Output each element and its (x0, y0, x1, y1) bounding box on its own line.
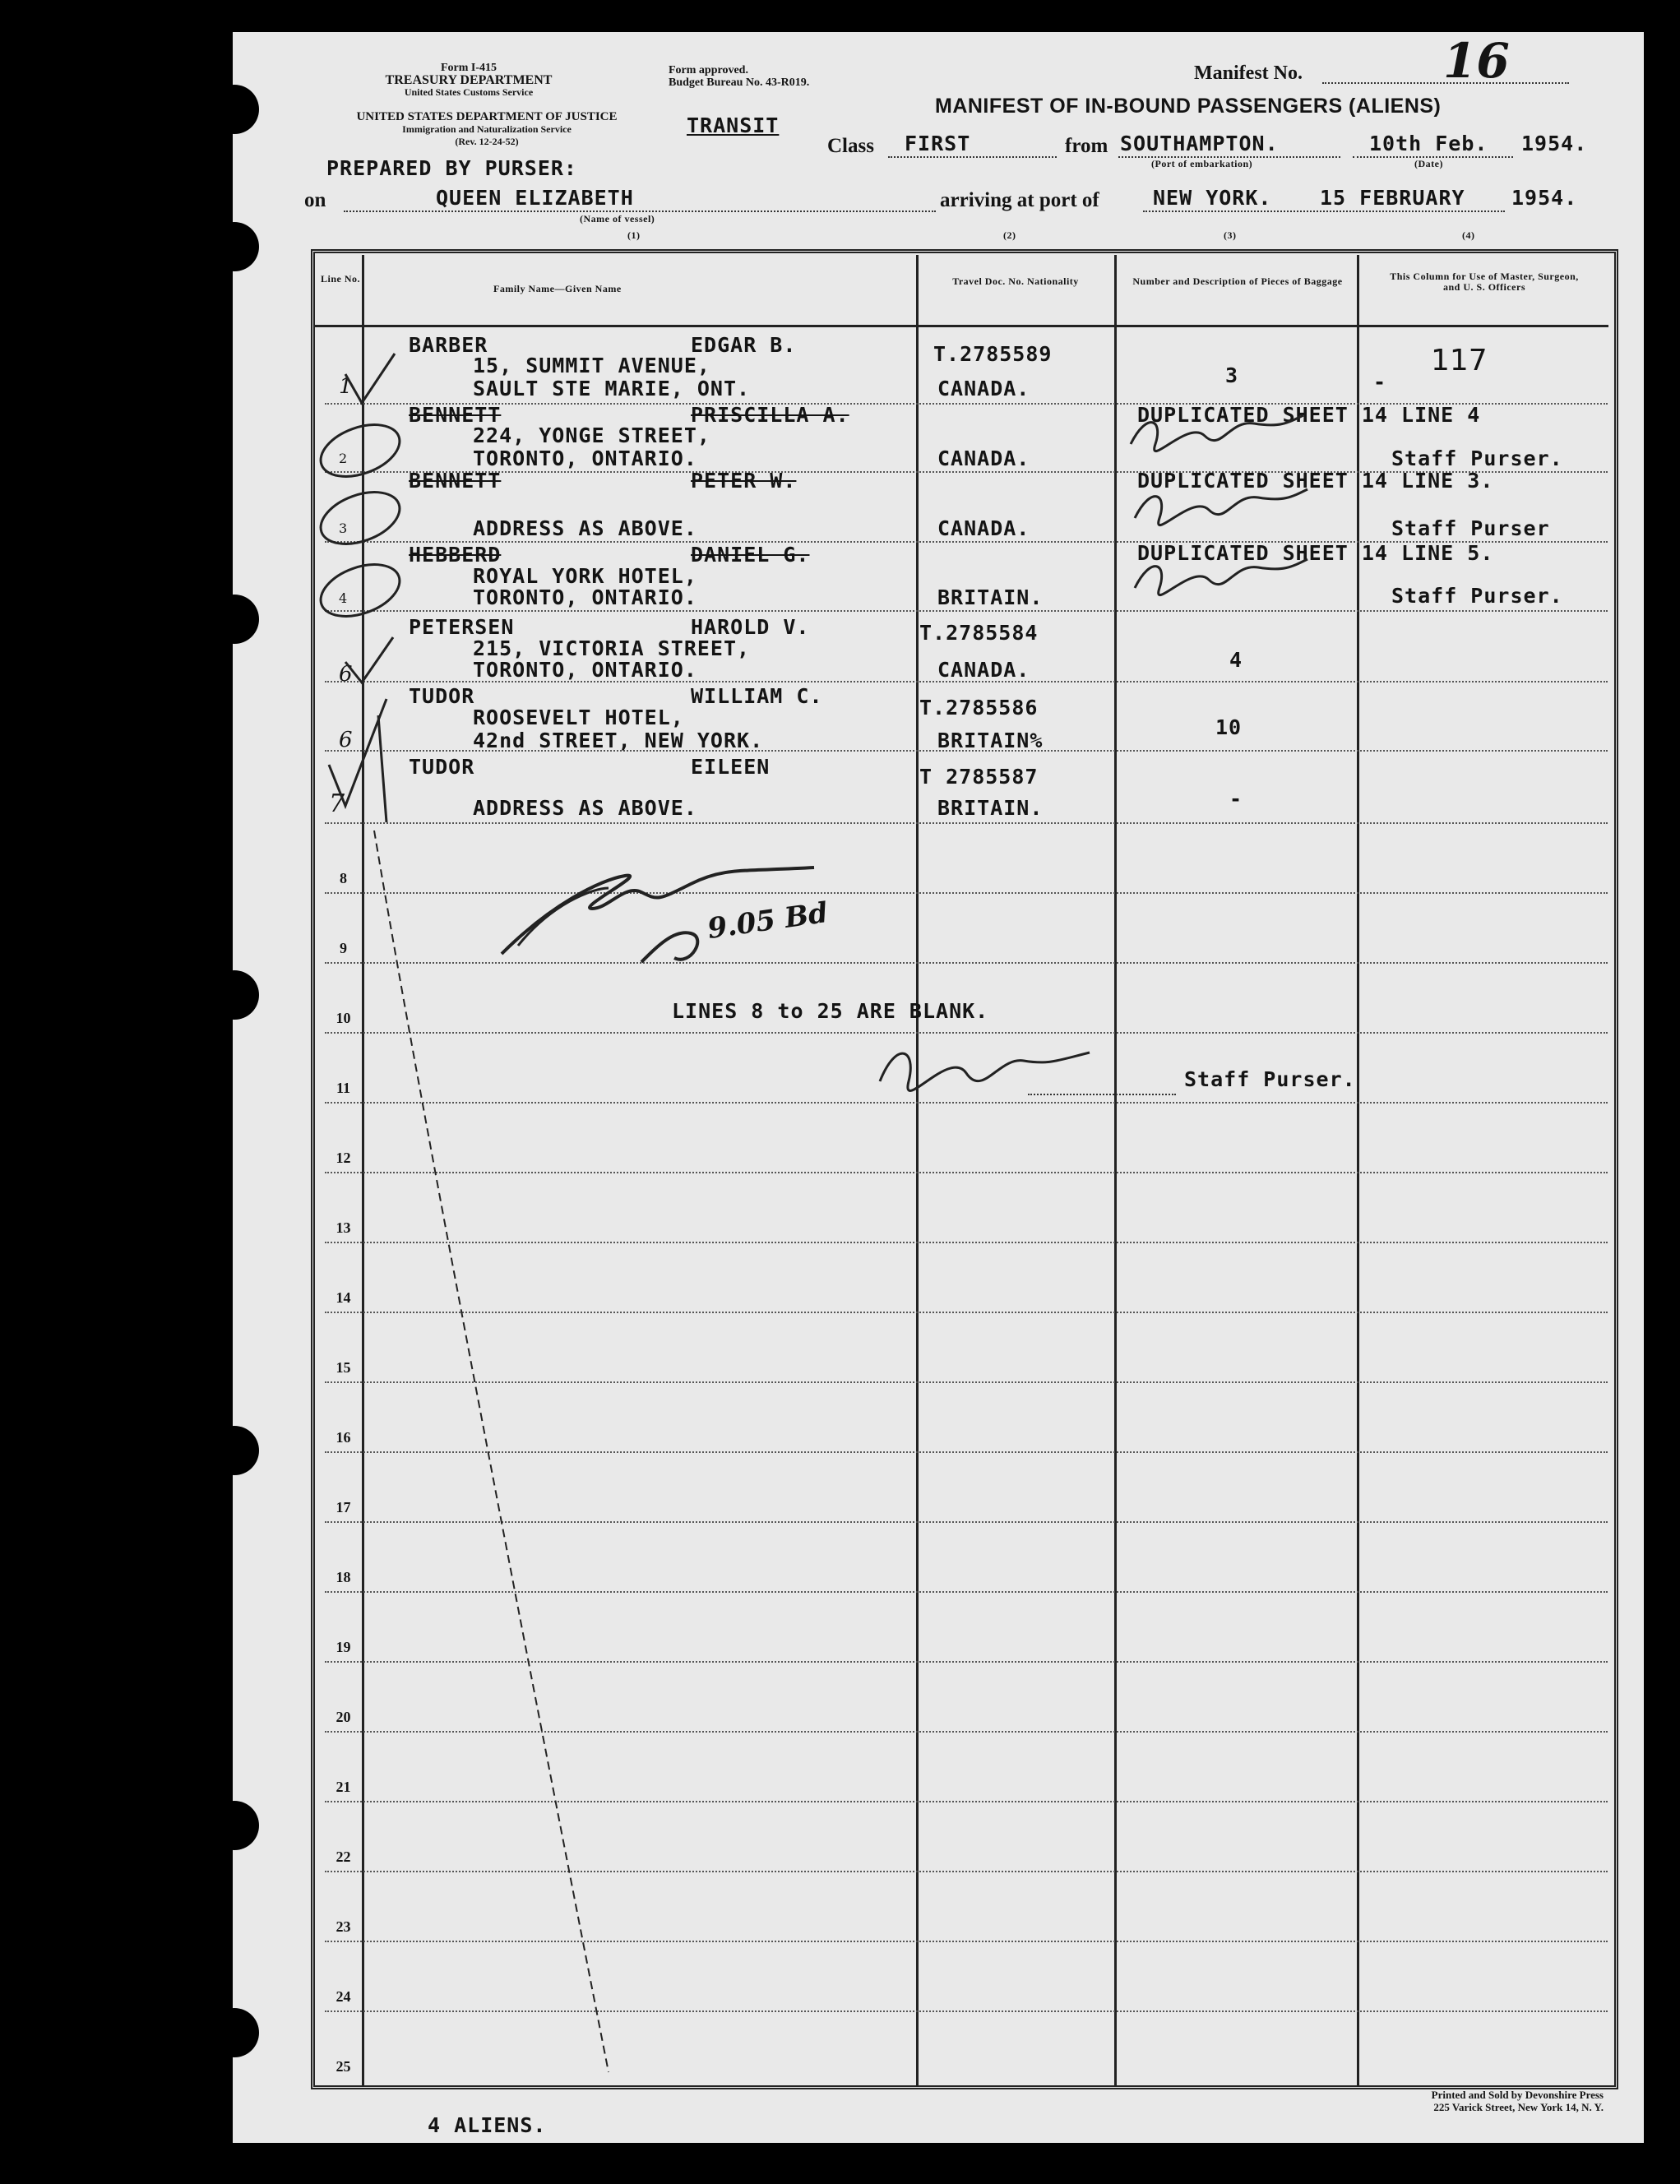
date-year: 1954. (1521, 132, 1588, 155)
on-label: on (304, 189, 326, 211)
tick-line-7: 7 (329, 789, 345, 818)
nationality: BRITAIN. (937, 796, 1044, 820)
line-number: 10 (336, 1010, 351, 1026)
given-name: DANIEL G. (691, 543, 810, 567)
address-1: ROYAL YORK HOTEL, (473, 564, 697, 588)
duplicate-note: DUPLICATED SHEET 14 LINE 5. (1137, 541, 1494, 565)
address-2: TORONTO, ONTARIO. (473, 447, 697, 470)
prepared-by: PREPARED BY PURSER: (326, 156, 577, 180)
punch-hole (210, 595, 259, 644)
row-separator (325, 1941, 1608, 1942)
treasury-dept: TREASURY DEPARTMENT (385, 73, 553, 87)
form-header (329, 62, 609, 99)
class-label: Class (827, 135, 874, 157)
baggage-count: - (1229, 787, 1243, 811)
duplicate-note: DUPLICATED SHEET 14 LINE 4 (1137, 403, 1481, 427)
given-name: PRISCILLA A. (691, 403, 849, 427)
form-number: Form I-415 (440, 62, 498, 74)
arrival-date: 15 FEBRUARY (1320, 186, 1465, 210)
line-number: 23 (336, 1918, 351, 1935)
col-number-4: (4) (1462, 229, 1475, 241)
officer-mark: - (1373, 370, 1387, 394)
nationality: CANADA. (937, 377, 1030, 400)
doj-title: UNITED STATES DEPARTMENT OF JUSTICE (356, 110, 618, 123)
header-officers: This Column for Use of Master, Surgeon, and U. S. Officers (1390, 271, 1579, 293)
row-separator (325, 1661, 1608, 1663)
form-approval (669, 64, 849, 89)
row-separator (325, 1801, 1608, 1802)
class-value: FIRST (905, 132, 971, 155)
row-separator (325, 1242, 1608, 1243)
nationality: CANADA. (937, 658, 1030, 682)
row-separator (325, 1381, 1608, 1383)
family-name: BENNETT (409, 469, 502, 493)
family-name: BENNETT (409, 403, 502, 427)
travel-doc: T.2785586 (919, 696, 1039, 720)
given-name: EILEEN (691, 755, 771, 779)
line-number: 8 (340, 870, 347, 886)
row-separator (325, 892, 1608, 894)
punch-hole (210, 1426, 259, 1475)
address-1: ADDRESS AS ABOVE. (473, 796, 697, 820)
handwritten-stamp: 9.05 Bd (705, 895, 831, 946)
line-number: 15 (336, 1359, 351, 1376)
header-name: Family Name—Given Name (493, 283, 622, 294)
arrival-year: 1954. (1511, 186, 1578, 210)
tick-line-5: 6 (339, 662, 353, 687)
col-number-2: (2) (1003, 229, 1016, 241)
travel-doc: T.2785589 (933, 342, 1053, 366)
vessel-note: (Name of vessel) (580, 213, 655, 224)
tick-line-3: 3 (339, 521, 348, 536)
manifest-number: 16 (1443, 33, 1510, 89)
line-number: 24 (336, 1988, 351, 2005)
col-number-3: (3) (1224, 229, 1237, 241)
vessel-name: QUEEN ELIZABETH (436, 186, 634, 210)
address-1: ROOSEVELT HOTEL, (473, 706, 684, 729)
form-rev: (Rev. 12-24-52) (455, 136, 519, 147)
date-note: (Date) (1414, 158, 1443, 169)
travel-doc: T.2785584 (919, 621, 1039, 645)
given-name: PETER W. (691, 469, 797, 493)
purser-title: Staff Purser. (1391, 447, 1563, 470)
aliens-count: 4 ALIENS. (428, 2113, 547, 2137)
line-number: 12 (336, 1150, 351, 1166)
nationality: CANADA. (937, 516, 1030, 540)
line-number: 19 (336, 1639, 351, 1655)
document-title: MANIFEST OF IN-BOUND PASSENGERS (ALIENS) (935, 95, 1442, 118)
blank-lines-note: LINES 8 to 25 ARE BLANK. (672, 999, 989, 1023)
tick-line-1: 1 (339, 374, 353, 399)
arriving-label: arriving at port of (940, 189, 1099, 211)
nationality: BRITAIN% (937, 729, 1044, 752)
embarkation-note: (Port of embarkation) (1151, 158, 1253, 169)
baggage-count: 3 (1225, 363, 1239, 387)
given-name: EDGAR B. (691, 333, 797, 357)
header-line-no: Line No. (321, 273, 361, 285)
family-name: BARBER (409, 333, 488, 357)
budget-bureau: Budget Bureau No. 43-R019. (669, 76, 810, 89)
line-number: 16 (336, 1429, 351, 1446)
tick-line-4: 4 (339, 590, 348, 606)
travel-doc: T 2785587 (919, 765, 1039, 789)
header-travel-doc: Travel Doc. No. Nationality (952, 275, 1079, 287)
line-number: 20 (336, 1709, 351, 1725)
row-separator (325, 1312, 1608, 1313)
manifest-no-label: Manifest No. (1194, 62, 1303, 84)
row-separator (325, 962, 1608, 964)
header-baggage: Number and Description of Pieces of Baggage (1132, 275, 1343, 287)
address-1: 224, YONGE STREET, (473, 423, 710, 447)
purser-title: Staff Purser (1391, 516, 1550, 540)
line-number: 18 (336, 1569, 351, 1585)
col-number-1: (1) (627, 229, 641, 241)
family-name: HEBBERD (409, 543, 502, 567)
row-separator (325, 1871, 1608, 1872)
row-separator (325, 2010, 1608, 2012)
punch-hole (210, 222, 259, 271)
family-name: TUDOR (409, 755, 475, 779)
given-name: HAROLD V. (691, 615, 810, 639)
printer-line-1: Printed and Sold by Devonshire Press (1431, 2089, 1604, 2101)
baggage-count: 10 (1215, 715, 1243, 739)
tick-line-6: 6 (339, 728, 353, 752)
line-number: 14 (336, 1289, 351, 1306)
row-separator (325, 1451, 1608, 1453)
row-separator (325, 822, 1608, 824)
baggage-count: 4 (1229, 648, 1243, 672)
customs-service: United States Customs Service (404, 86, 534, 98)
transit-label: TRANSIT (687, 113, 780, 137)
row-separator (325, 1032, 1608, 1034)
punch-hole (210, 970, 259, 1020)
form-approved: Form approved. (669, 64, 748, 76)
line-number: 11 (336, 1080, 350, 1096)
duplicate-note: DUPLICATED SHEET 14 LINE 3. (1137, 469, 1494, 493)
row-separator (325, 1591, 1608, 1593)
address-2: TORONTO, ONTARIO. (473, 585, 697, 609)
date-value: 10th Feb. (1369, 132, 1488, 155)
address-2: TORONTO, ONTARIO. (473, 658, 697, 682)
doj-block (306, 111, 668, 148)
address-1: 215, VICTORIA STREET, (473, 636, 751, 660)
row-separator (325, 1172, 1608, 1173)
printer-info (1283, 2089, 1604, 2113)
from-label: from (1065, 135, 1108, 157)
family-name: PETERSEN (409, 615, 515, 639)
line-number: 22 (336, 1849, 351, 1865)
address-1: ADDRESS AS ABOVE. (473, 516, 697, 540)
row-separator (325, 1731, 1608, 1733)
punch-hole (210, 85, 259, 134)
family-name: TUDOR (409, 684, 475, 708)
address-1: 15, SUMMIT AVENUE, (473, 354, 710, 377)
punch-hole (210, 1801, 259, 1850)
tick-line-2: 2 (339, 451, 348, 466)
from-value: SOUTHAMPTON. (1120, 132, 1279, 155)
line-number: 9 (340, 940, 347, 956)
ins-title: Immigration and Naturalization Service (402, 123, 572, 135)
row-separator (325, 1521, 1608, 1523)
line-number: 13 (336, 1219, 351, 1236)
staff-purser-signature-label: Staff Purser. (1184, 1067, 1356, 1091)
arrival-port: NEW YORK. (1153, 186, 1272, 210)
row-separator (325, 610, 1608, 612)
row-separator (325, 1102, 1608, 1104)
address-2: SAULT STE MARIE, ONT. (473, 377, 751, 400)
given-name: WILLIAM C. (691, 684, 823, 708)
line-number: 25 (336, 2058, 351, 2075)
line-number: 17 (336, 1499, 351, 1515)
address-2: 42nd STREET, NEW YORK. (473, 729, 764, 752)
punch-hole (210, 2008, 259, 2057)
nationality: BRITAIN. (937, 585, 1044, 609)
purser-title: Staff Purser. (1391, 584, 1563, 608)
printer-line-2: 225 Varick Street, New York 14, N. Y. (1433, 2101, 1604, 2113)
line-number: 21 (336, 1779, 351, 1795)
nationality: CANADA. (937, 447, 1030, 470)
officer-number: 117 (1431, 344, 1488, 377)
